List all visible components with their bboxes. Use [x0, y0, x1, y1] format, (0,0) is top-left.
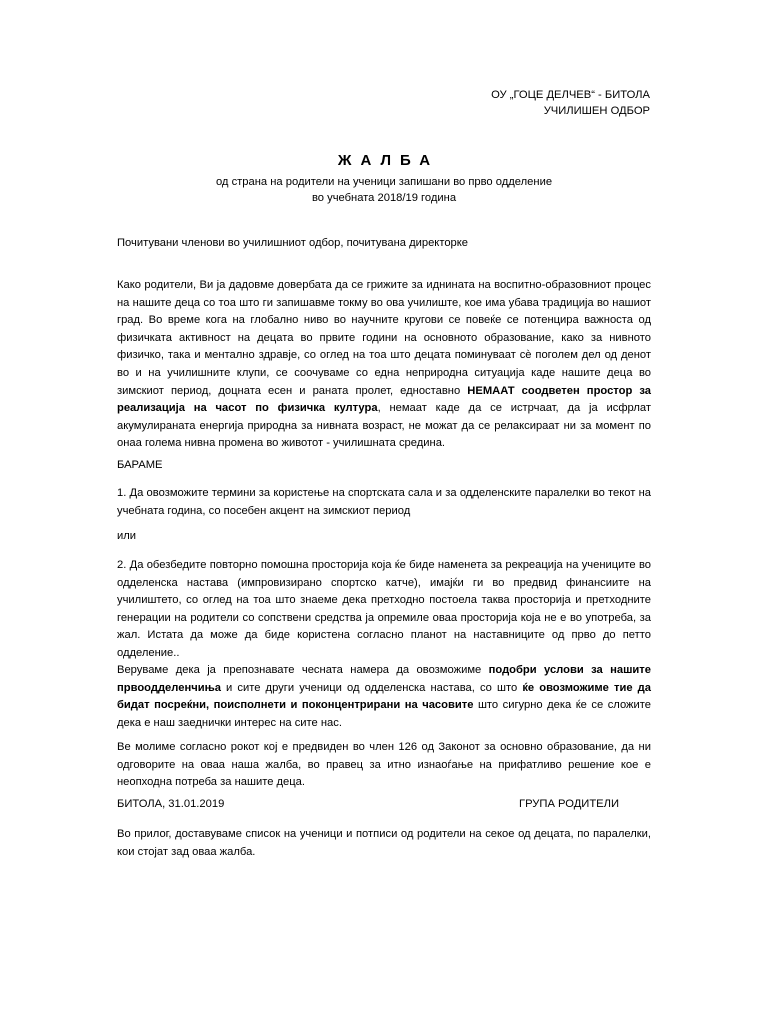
- attachment-note: Во прилог, доставуваме список на ученици и потписи од родители на секое од децата, по паралелки, кои стојат зад оваа жалба.: [117, 828, 651, 858]
- demand-label: БАРАМЕ: [117, 459, 163, 471]
- or-label: или: [117, 530, 137, 542]
- belief-text-b: и сите други ученици од одделенска настава, со што: [220, 681, 523, 694]
- intro-text-a: Како родители, Ви ја дадовме довербата да се грижите за иднината на воспитно-образовниот процес на нашите деца со тоа што ги запишавме токму во ова училиште, кое има убава традиција во нашиот град. Во време кога на глобално ниво во научните кругови се повеќе се потенцира важноста од физичката активност на децата во првите години на основното образование, како за нивното физичко, така и ментално здравје, со оглед на тоа што децата поминуваат сѐ поголем дел од денот во и на училишните клупи, се соочуваме со една неприродна ситуација каде нашите деца во зимскиот период, доцната есен и раната пролет, едноставно: [117, 279, 651, 397]
- belief-emphasis-1: подобри услови за нашите првоодделенчиња: [117, 664, 651, 694]
- belief-text-c: што сигурно дека ќе се сложите дека е наш заеднички интерес на сите нас.: [117, 699, 652, 729]
- school-name: ОУ „ГОЦЕ ДЕЛЧЕВ“ - БИТОЛА: [491, 89, 650, 101]
- belief-emphasis-2: ќе овозможиме тие да бидат посреќни, поисполнети и поконцентрирани на часовите: [117, 681, 651, 712]
- signature: ГРУПА РОДИТЕЛИ: [519, 798, 619, 810]
- paragraph-intro: [117, 277, 651, 453]
- subtitle-line-1: од страна на родители на ученици запишани во прво одделение: [215, 176, 553, 188]
- place-date: БИТОЛА, 31.01.2019: [117, 798, 225, 810]
- paragraph-belief: [117, 662, 651, 732]
- greeting: Почитувани членови во училишниот одбор, почитувана директорке: [117, 237, 469, 249]
- school-board: УЧИЛИШЕН ОДБОР: [543, 105, 650, 117]
- signature-row: [117, 796, 651, 814]
- intro-emphasis: НЕМААТ соодветен простор за реализација на часот по физичка култура: [117, 384, 652, 415]
- intro-text-b: , немаат каде да се истрчаат, да ја исфрлат акумулираната енергија природна за нивната возраст, не можат да се релаксираат ни за момент по онаа голема нивна промена во животот - училишната средина.: [117, 402, 651, 450]
- document-title: ЖАЛБА: [337, 152, 440, 169]
- subtitle-line-2: во учебната 2018/19 година: [311, 192, 457, 204]
- demand-item-1: 1. Да овозможите термини за користење на спортската сала и за одделенските паралелки во текот на учебната година, со посебен акцент на зимскиот период: [117, 487, 651, 517]
- paragraph-request: Ве молиме согласно рокот кој е предвиден во член 126 од Законот за основно образование, да ни одговорите на оваа наша жалба, во правец за итно изнаоѓање на прифатливо решение кое е неопходна потреба за нашите деца.: [117, 741, 651, 789]
- belief-text-a: Веруваме дека ја препознавате чесната намера да овозможиме: [117, 664, 489, 676]
- demand-item-2: 2. Да обезбедите повторно помошна просторија која ќе биде наменета за рекреација на учениците во одделенска настава (импровизирано спортско катче), имајќи ги во предвид финансиите на училиштето, со оглед на тоа што знаеме дека претходно постоела таква просторија и претходните генерации на родители со сопствени средства ја опремиле оваа просторија која не е во употреба, за жал. Истата да може да биде користена согласно планот на наставниците од прво до петто одделение..: [117, 559, 651, 659]
